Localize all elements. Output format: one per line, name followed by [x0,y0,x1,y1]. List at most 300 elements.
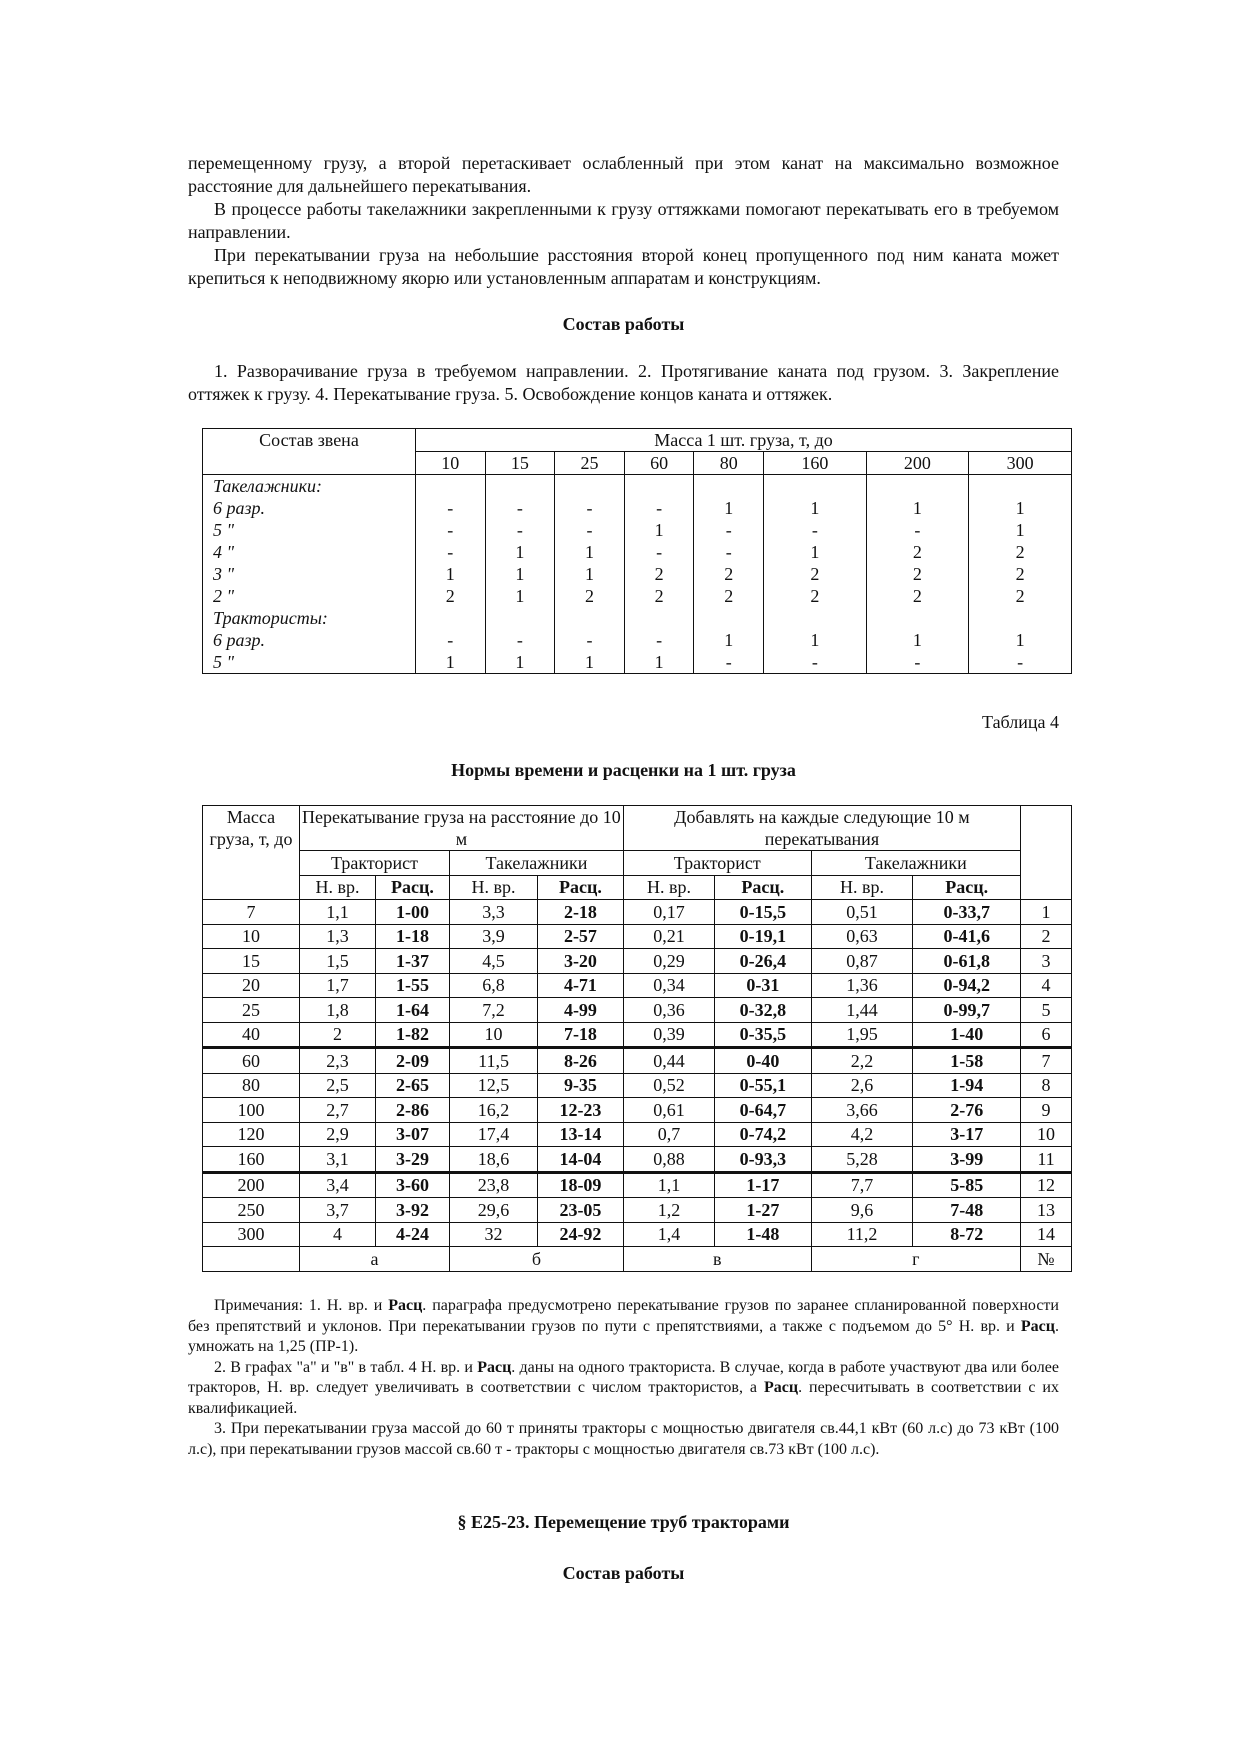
crew-count-cell: - [555,629,625,651]
rate-cell: 1-94 [913,1073,1021,1098]
crew-count-cell: 2 [555,585,625,607]
time-norm-cell: 3,4 [300,1172,376,1198]
table-row [203,1198,1072,1223]
crew-count-cell: 1 [866,497,969,519]
time-norm-cell: 1,1 [623,1172,714,1198]
mass-column-header: 200 [866,452,969,475]
crew-role-label: 4 " [203,541,416,563]
time-norm-cell: 0,39 [623,1022,714,1048]
rate-cell: 1-17 [715,1172,812,1198]
mass-cell: 160 [203,1147,300,1173]
time-norm-cell: 0,63 [811,924,913,949]
table-row [203,541,1072,563]
time-norm-cell: 4,5 [450,949,538,974]
rate-cell: 1-58 [913,1048,1021,1074]
mass-column-header: 60 [624,452,694,475]
crew-count-cell: - [555,497,625,519]
crew-count-cell [694,475,764,498]
time-norm-cell: 18,6 [450,1147,538,1173]
crew-count-cell: 1 [555,563,625,585]
crew-count-cell: - [764,519,867,541]
mass-header: Масса груза, т, до [203,806,300,900]
table-row [203,563,1072,585]
time-norm-cell: 1,1 [300,900,376,925]
work-heading: Состав работы [562,314,685,334]
crew-count-cell: 1 [764,541,867,563]
rate-cell: 23-05 [538,1198,624,1223]
mass-cell: 80 [203,1073,300,1098]
crew-role-label: 2 " [203,585,416,607]
rate-cell: 1-40 [913,1022,1021,1048]
time-norm-cell: 3,9 [450,924,538,949]
mass-cell: 10 [203,924,300,949]
rate-cell: 3-92 [375,1198,449,1223]
rate-cell: 0-40 [715,1048,812,1074]
crew-role-label: 5 " [203,519,416,541]
note-bold: Расц [763,1379,799,1396]
rate-cell: 5-85 [913,1172,1021,1198]
crew-count-cell [764,475,867,498]
rate-header: Расц. [538,875,624,900]
time-norm-cell: 0,88 [623,1147,714,1173]
crew-count-cell: 1 [764,497,867,519]
crew-count-cell: 1 [969,629,1072,651]
note-bold: Расц [388,1297,423,1314]
mass-column-header: 80 [694,452,764,475]
table-row [203,1022,1072,1048]
rate-cell: 1-27 [715,1198,812,1223]
crew-count-cell [485,607,555,629]
crew-count-cell: - [555,519,625,541]
crew-count-cell [764,607,867,629]
section-work-heading: Состав работы [562,1563,685,1583]
table-row [203,519,1072,541]
crew-count-cell: 1 [624,519,694,541]
time-norm-cell: 0,87 [811,949,913,974]
rate-cell: 9-35 [538,1073,624,1098]
crew-count-cell: 1 [694,629,764,651]
time-norm-cell: 17,4 [450,1122,538,1147]
paragraph: перемещенному грузу, а второй перетаскивает ослабленный при этом канат на максимально возможное расстояние для дальнейшего перекатывания. [188,153,1059,196]
rate-cell: 13-14 [538,1122,624,1147]
rate-cell: 0-32,8 [715,998,812,1023]
mass-cell: 25 [203,998,300,1023]
table-row [203,1172,1072,1198]
time-norm-cell: 0,17 [623,900,714,925]
row-number-cell: 8 [1021,1073,1072,1098]
table-row [203,1222,1072,1247]
column-letter: в [623,1247,811,1272]
time-norm-cell: 2,2 [811,1048,913,1074]
rate-cell: 3-99 [913,1147,1021,1173]
time-norm-cell: 23,8 [450,1172,538,1198]
rate-cell: 0-94,2 [913,973,1021,998]
time-norm-cell: 10 [450,1022,538,1048]
mass-cell: 100 [203,1098,300,1123]
rate-header: Расц. [715,875,812,900]
crew-count-cell: 1 [416,563,486,585]
table-row [203,1147,1072,1173]
time-norm-cell: 12,5 [450,1073,538,1098]
table-row [203,585,1072,607]
row-number-cell: 4 [1021,973,1072,998]
rate-cell: 0-64,7 [715,1098,812,1123]
row-number-cell: 12 [1021,1172,1072,1198]
table-number: Таблица 4 [982,712,1059,732]
crew-count-cell: - [485,497,555,519]
time-norm-cell: 1,7 [300,973,376,998]
crew-count-cell: - [694,651,764,674]
time-norm-cell: 4 [300,1222,376,1247]
crew-count-cell: 1 [694,497,764,519]
crew-count-cell: 2 [866,541,969,563]
crew-count-cell: - [416,519,486,541]
rate-cell: 2-18 [538,900,624,925]
note-text: . умножать на 1,25 (ПР-1). [188,1317,1059,1355]
crew-count-cell: 2 [969,585,1072,607]
crew-count-cell: 2 [694,585,764,607]
crew-role-label: Трактористы: [203,607,416,629]
paragraph: В процессе работы такелажники закрепленными к грузу оттяжками помогают перекатывать его в требуемом направлении. [188,199,1059,242]
time-norm-cell: 9,6 [811,1198,913,1223]
crew-count-cell: 1 [485,651,555,674]
time-norm-cell: 0,44 [623,1048,714,1074]
section-heading: § Е25-23. Перемещение труб тракторами [457,1512,790,1532]
row-number-cell: 9 [1021,1098,1072,1123]
rate-cell: 7-48 [913,1198,1021,1223]
column-letter: б [450,1247,624,1272]
crew-count-cell [866,607,969,629]
paragraph: При перекатывании груза на небольшие расстояния второй конец пропущенного под ним каната может крепиться к неподвижному якорю или установленным аппаратам и конструкциям. [188,245,1059,288]
time-norm-cell: 0,52 [623,1073,714,1098]
note-text: . даны на одного тракториста. В случае, когда в работе участвуют два или более тракторов, Н. вр. следует увеличивать в соответствии с числом трактористов, а [188,1358,1059,1396]
time-norm-cell: 3,3 [450,900,538,925]
time-norm-cell: 3,1 [300,1147,376,1173]
mass-column-header: 300 [969,452,1072,475]
time-norm-cell: 3,7 [300,1198,376,1223]
crew-count-cell: - [694,541,764,563]
crew-count-cell: 1 [969,497,1072,519]
time-norm-cell: 5,28 [811,1147,913,1173]
table-row [203,651,1072,674]
rate-cell: 7-18 [538,1022,624,1048]
rate-cell: 0-35,5 [715,1022,812,1048]
crew-table [202,428,1072,674]
row-number-cell: 7 [1021,1048,1072,1074]
time-norm-cell: 7,2 [450,998,538,1023]
crew-role-label: 6 разр. [203,629,416,651]
rate-cell: 2-09 [375,1048,449,1074]
table-row [203,973,1072,998]
rate-cell: 0-41,6 [913,924,1021,949]
note-text: . параграфа предусмотрено перекатывание грузов по заранее спланированной поверхности без препятствий и уклонов. При перекатывании грузов по пути с препятствиями, а также с подъемом до 5° Н. вр. и [188,1297,1059,1335]
crew-count-cell: 1 [555,541,625,563]
crew-count-cell: 2 [969,541,1072,563]
rate-cell: 8-26 [538,1048,624,1074]
crew-count-cell: 2 [969,563,1072,585]
rate-cell: 0-26,4 [715,949,812,974]
rate-cell: 1-55 [375,973,449,998]
row-number-cell: 6 [1021,1022,1072,1048]
time-norm-cell: 1,5 [300,949,376,974]
mass-cell: 120 [203,1122,300,1147]
time-norm-cell: 0,29 [623,949,714,974]
rate-cell: 2-86 [375,1098,449,1123]
time-norm-cell: 29,6 [450,1198,538,1223]
time-norm-cell: 1,44 [811,998,913,1023]
time-norm-cell: 11,5 [450,1048,538,1074]
group-header-additional: Добавлять на каждые следующие 10 м перекатывания [623,806,1020,851]
mass-header: Масса 1 шт. груза, т, до [416,429,1072,452]
crew-count-cell: - [624,629,694,651]
crew-count-cell [624,475,694,498]
crew-count-cell: 1 [969,519,1072,541]
rate-cell: 0-74,2 [715,1122,812,1147]
time-norm-cell: 0,21 [623,924,714,949]
time-norm-cell: 0,34 [623,973,714,998]
nvr-header: Н. вр. [811,875,913,900]
rate-cell: 3-29 [375,1147,449,1173]
crew-count-cell: 1 [485,585,555,607]
norms-table [202,805,1072,1272]
column-letter: № [1021,1247,1072,1272]
crew-count-cell: - [416,629,486,651]
time-norm-cell: 16,2 [450,1098,538,1123]
intro-text [188,152,1059,290]
nvr-header: Н. вр. [623,875,714,900]
note-2 [188,1358,1059,1420]
rate-cell: 0-93,3 [715,1147,812,1173]
rate-cell: 0-31 [715,973,812,998]
row-number-header [1021,806,1072,900]
crew-count-cell: - [624,541,694,563]
table-row [203,949,1072,974]
time-norm-cell: 2 [300,1022,376,1048]
crew-count-cell [694,607,764,629]
crew-count-cell [555,475,625,498]
rate-cell: 24-92 [538,1222,624,1247]
table-row [203,1122,1072,1147]
time-norm-cell: 11,2 [811,1222,913,1247]
time-norm-cell: 4,2 [811,1122,913,1147]
rate-cell: 18-09 [538,1172,624,1198]
table-row [203,924,1072,949]
note-3: 3. При перекатывании груза массой до 60 т приняты тракторы с мощностью двигателя св.44,1 кВт (60 л.с) до 73 кВт (100 л.с), при перекатывании грузов массой св.60 т - тракторы с мощностью двигателя св.73 кВт (100 л.с). [188,1420,1059,1458]
rate-cell: 3-60 [375,1172,449,1198]
rate-cell: 14-04 [538,1147,624,1173]
subheader-tractorist: Тракторист [300,851,450,876]
crew-count-cell: 1 [485,563,555,585]
table-row [203,1073,1072,1098]
row-number-cell: 10 [1021,1122,1072,1147]
rate-cell: 12-23 [538,1098,624,1123]
rate-cell: 1-64 [375,998,449,1023]
rate-cell: 8-72 [913,1222,1021,1247]
crew-role-label: 5 " [203,651,416,674]
crew-count-cell: - [416,541,486,563]
rate-cell: 1-82 [375,1022,449,1048]
time-norm-cell: 1,36 [811,973,913,998]
mass-cell: 20 [203,973,300,998]
crew-count-cell [555,607,625,629]
crew-count-cell: - [866,651,969,674]
mass-cell: 60 [203,1048,300,1074]
row-number-cell: 2 [1021,924,1072,949]
crew-count-cell: 2 [764,563,867,585]
footer-row [203,1247,1072,1272]
mass-column-header: 25 [555,452,625,475]
time-norm-cell: 2,7 [300,1098,376,1123]
subheader-tractorist: Тракторист [623,851,811,876]
crew-count-cell: 1 [555,651,625,674]
row-number-cell: 13 [1021,1198,1072,1223]
nvr-header: Н. вр. [300,875,376,900]
time-norm-cell: 6,8 [450,973,538,998]
time-norm-cell: 2,3 [300,1048,376,1074]
rate-cell: 0-99,7 [913,998,1021,1023]
table-row [203,998,1072,1023]
crew-count-cell: 1 [764,629,867,651]
rate-cell: 1-00 [375,900,449,925]
rate-cell: 2-57 [538,924,624,949]
table-row [203,497,1072,519]
subheader-riggers: Такелажники [811,851,1020,876]
time-norm-cell: 7,7 [811,1172,913,1198]
crew-role-label: 6 разр. [203,497,416,519]
rate-header: Расц. [375,875,449,900]
note-text: 2. В графах "а" и "в" в табл. 4 Н. вр. и [214,1358,478,1376]
rate-cell: 1-48 [715,1222,812,1247]
mass-cell: 40 [203,1022,300,1048]
rate-cell: 1-37 [375,949,449,974]
crew-count-cell [624,607,694,629]
rate-cell: 2-65 [375,1073,449,1098]
table-row [203,629,1072,651]
time-norm-cell: 0,7 [623,1122,714,1147]
rate-cell: 0-55,1 [715,1073,812,1098]
table-row [203,1048,1072,1074]
crew-count-cell: 2 [694,563,764,585]
rate-cell: 0-61,8 [913,949,1021,974]
crew-count-cell [416,607,486,629]
crew-count-cell: - [764,651,867,674]
time-norm-cell: 1,95 [811,1022,913,1048]
crew-role-label: Такелажники: [203,475,416,498]
table-row [203,607,1072,629]
time-norm-cell: 2,9 [300,1122,376,1147]
note-bold: Расц [477,1358,512,1376]
time-norm-cell: 2,6 [811,1073,913,1098]
crew-count-cell: 1 [416,651,486,674]
rate-cell: 4-99 [538,998,624,1023]
column-letter: а [300,1247,450,1272]
nvr-header: Н. вр. [450,875,538,900]
crew-count-cell: - [866,519,969,541]
mass-cell: 200 [203,1172,300,1198]
time-norm-cell: 3,66 [811,1098,913,1123]
work-description: 1. Разворачивание груза в требуемом направлении. 2. Протягивание каната под грузом. 3. Закрепление оттяжек к грузу. 4. Перекатывание груза. 5. Освобождение концов каната и оттяжек. [188,361,1059,404]
time-norm-cell: 0,51 [811,900,913,925]
crew-count-cell [416,475,486,498]
crew-count-cell: 1 [624,651,694,674]
rate-cell: 0-19,1 [715,924,812,949]
footer-empty [203,1247,300,1272]
time-norm-cell: 1,2 [623,1198,714,1223]
row-number-cell: 3 [1021,949,1072,974]
subheader-riggers: Такелажники [450,851,624,876]
rate-cell: 3-17 [913,1122,1021,1147]
crew-count-cell: 2 [416,585,486,607]
mass-cell: 7 [203,900,300,925]
time-norm-cell: 0,36 [623,998,714,1023]
row-number-cell: 14 [1021,1222,1072,1247]
table-row [203,1098,1072,1123]
crew-count-cell [969,475,1072,498]
time-norm-cell: 1,3 [300,924,376,949]
crew-count-cell: - [485,519,555,541]
crew-count-cell [969,607,1072,629]
crew-role-label: 3 " [203,563,416,585]
crew-count-cell: 2 [866,563,969,585]
rate-cell: 3-07 [375,1122,449,1147]
crew-count-cell: 2 [866,585,969,607]
crew-count-cell: 2 [624,585,694,607]
mass-cell: 15 [203,949,300,974]
table-title: Нормы времени и расценки на 1 шт. груза [451,760,796,780]
column-letter: г [811,1247,1020,1272]
rate-cell: 2-76 [913,1098,1021,1123]
crew-header: Состав звена [203,429,416,475]
mass-cell: 300 [203,1222,300,1247]
note-1 [188,1296,1059,1358]
crew-count-cell [866,475,969,498]
crew-count-cell: - [694,519,764,541]
table-row [203,475,1072,498]
rate-cell: 1-18 [375,924,449,949]
note-text: Примечания: 1. Н. вр. и [214,1297,389,1314]
note-bold: Расц [1020,1317,1055,1335]
row-number-cell: 11 [1021,1147,1072,1173]
rate-cell: 0-15,5 [715,900,812,925]
rate-cell: 4-71 [538,973,624,998]
note-text: . пересчитывать в соответствии с их квалификацией. [188,1379,1059,1417]
mass-column-header: 10 [416,452,486,475]
group-header-base: Перекатывание груза на расстояние до 10 м [300,806,624,851]
time-norm-cell: 0,61 [623,1098,714,1123]
notes [188,1296,1059,1460]
time-norm-cell: 1,4 [623,1222,714,1247]
crew-count-cell: 1 [866,629,969,651]
crew-count-cell: - [969,651,1072,674]
rate-cell: 0-33,7 [913,900,1021,925]
time-norm-cell: 1,8 [300,998,376,1023]
mass-column-header: 15 [485,452,555,475]
time-norm-cell: 2,5 [300,1073,376,1098]
row-number-cell: 5 [1021,998,1072,1023]
row-number-cell: 1 [1021,900,1072,925]
rate-header: Расц. [913,875,1021,900]
crew-count-cell: 2 [624,563,694,585]
crew-count-cell: - [624,497,694,519]
crew-count-cell: 2 [764,585,867,607]
rate-cell: 4-24 [375,1222,449,1247]
mass-cell: 250 [203,1198,300,1223]
rate-cell: 3-20 [538,949,624,974]
crew-count-cell: 1 [485,541,555,563]
crew-count-cell: - [485,629,555,651]
crew-count-cell: - [416,497,486,519]
mass-column-header: 160 [764,452,867,475]
